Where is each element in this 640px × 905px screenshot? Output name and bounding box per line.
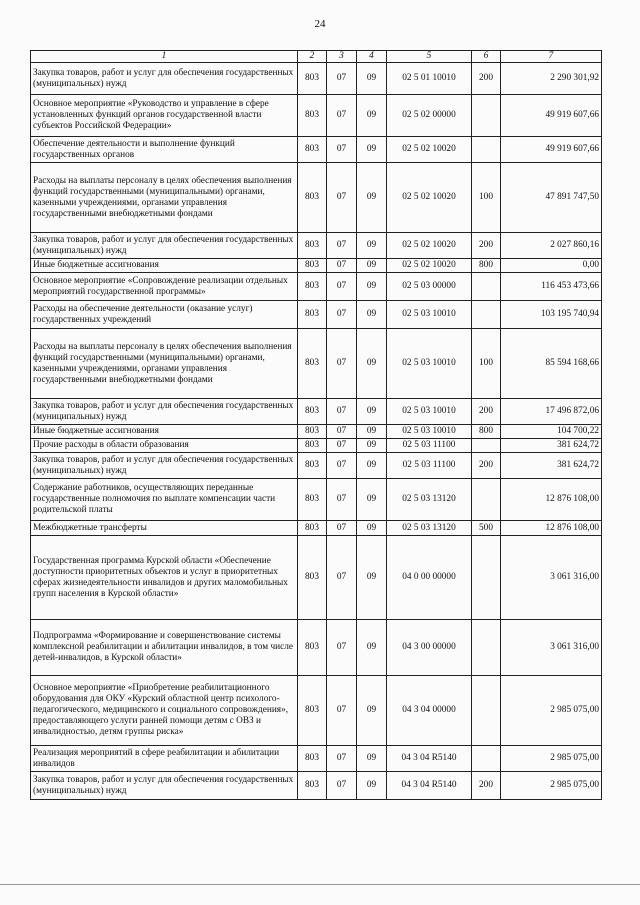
table-row [31, 329, 602, 399]
section-code: 07 [327, 137, 357, 163]
target-article-code: 02 5 02 00000 [387, 95, 472, 137]
section-code: 07 [327, 63, 357, 95]
section-code: 07 [327, 620, 357, 676]
expense-type-code [472, 479, 501, 521]
subsection-code: 09 [357, 676, 387, 746]
section-code: 07 [327, 521, 357, 536]
header-cell: 4 [357, 51, 387, 63]
chapter-code: 803 [298, 521, 327, 536]
subsection-code: 09 [357, 301, 387, 329]
target-article-code: 02 5 03 13120 [387, 479, 472, 521]
target-article-code: 04 3 04 R5140 [387, 746, 472, 772]
row-name: Реализация мероприятий в сфере реабилитации и абилитации инвалидов [31, 746, 298, 772]
target-article-code: 02 5 02 10020 [387, 137, 472, 163]
section-code: 07 [327, 399, 357, 425]
section-code: 07 [327, 676, 357, 746]
row-name: Основное мероприятие «Сопровождение реализации отдельных мероприятий государственной программы» [31, 273, 298, 301]
header-cell: 5 [387, 51, 472, 63]
section-code: 07 [327, 163, 357, 233]
chapter-code: 803 [298, 163, 327, 233]
subsection-code: 09 [357, 620, 387, 676]
subsection-code: 09 [357, 536, 387, 620]
section-code: 07 [327, 453, 357, 479]
subsection-code: 09 [357, 521, 387, 536]
chapter-code: 803 [298, 479, 327, 521]
section-code: 07 [327, 439, 357, 453]
table-row [31, 301, 602, 329]
header-cell: 2 [298, 51, 327, 63]
header-cell: 7 [501, 51, 602, 63]
chapter-code: 803 [298, 63, 327, 95]
chapter-code: 803 [298, 329, 327, 399]
expense-type-code [472, 137, 501, 163]
target-article-code: 02 5 02 10020 [387, 233, 472, 259]
chapter-code: 803 [298, 620, 327, 676]
row-name: Основное мероприятие «Руководство и управление в сфере установленных функций органов государственной власти субъектов Российской Федерации» [31, 95, 298, 137]
amount: 0,00 [501, 259, 602, 273]
table-row [31, 453, 602, 479]
amount: 2 985 075,00 [501, 676, 602, 746]
table-row [31, 479, 602, 521]
row-name: Закупка товаров, работ и услуг для обеспечения государственных (муниципальных) нужд [31, 453, 298, 479]
amount: 116 453 473,66 [501, 273, 602, 301]
amount: 17 496 872,06 [501, 399, 602, 425]
section-code: 07 [327, 233, 357, 259]
expense-type-code: 200 [472, 453, 501, 479]
section-code: 07 [327, 95, 357, 137]
target-article-code: 02 5 03 10010 [387, 329, 472, 399]
chapter-code: 803 [298, 425, 327, 439]
amount: 49 919 607,66 [501, 137, 602, 163]
table-row [31, 521, 602, 536]
expense-type-code [472, 746, 501, 772]
header-cell: 6 [472, 51, 501, 63]
expense-type-code [472, 536, 501, 620]
amount: 49 919 607,66 [501, 95, 602, 137]
section-code: 07 [327, 425, 357, 439]
amount: 2 985 075,00 [501, 772, 602, 800]
row-name: Иные бюджетные ассигнования [31, 259, 298, 273]
subsection-code: 09 [357, 273, 387, 301]
table-row [31, 439, 602, 453]
row-name: Закупка товаров, работ и услуг для обеспечения государственных (муниципальных) нужд [31, 233, 298, 259]
subsection-code: 09 [357, 329, 387, 399]
table-row [31, 273, 602, 301]
row-name: Расходы на обеспечение деятельности (оказание услуг) государственных учреждений [31, 301, 298, 329]
chapter-code: 803 [298, 233, 327, 259]
expense-type-code [472, 620, 501, 676]
table-row [31, 676, 602, 746]
table-body [31, 63, 602, 800]
budget-table [30, 50, 602, 800]
chapter-code: 803 [298, 676, 327, 746]
row-name: Расходы на выплаты персоналу в целях обеспечения выполнения функций государственными (муниципальными) органами, казенными учреждениями, органами управления государственными внебюджетными фондами [31, 329, 298, 399]
amount: 103 195 740,94 [501, 301, 602, 329]
row-name: Прочие расходы в области образования [31, 439, 298, 453]
chapter-code: 803 [298, 453, 327, 479]
amount: 104 700,22 [501, 425, 602, 439]
amount: 85 594 168,66 [501, 329, 602, 399]
expense-type-code [472, 301, 501, 329]
chapter-code: 803 [298, 301, 327, 329]
target-article-code: 02 5 03 11100 [387, 439, 472, 453]
subsection-code: 09 [357, 137, 387, 163]
table-row [31, 620, 602, 676]
row-name: Межбюджетные трансферты [31, 521, 298, 536]
target-article-code: 02 5 03 10010 [387, 399, 472, 425]
chapter-code: 803 [298, 259, 327, 273]
expense-type-code [472, 676, 501, 746]
row-name: Закупка товаров, работ и услуг для обеспечения государственных (муниципальных) нужд [31, 772, 298, 800]
amount: 12 876 108,00 [501, 479, 602, 521]
subsection-code: 09 [357, 259, 387, 273]
chapter-code: 803 [298, 439, 327, 453]
expense-type-code: 800 [472, 425, 501, 439]
expense-type-code [472, 95, 501, 137]
amount: 12 876 108,00 [501, 521, 602, 536]
header-cell: 1 [31, 51, 298, 63]
section-code: 07 [327, 329, 357, 399]
expense-type-code [472, 439, 501, 453]
row-name: Содержание работников, осуществляющих переданные государственные полномочия по выплате компенсации части родительской платы [31, 479, 298, 521]
table-row [31, 163, 602, 233]
target-article-code: 02 5 03 11100 [387, 453, 472, 479]
section-code: 07 [327, 301, 357, 329]
target-article-code: 04 3 04 R5140 [387, 772, 472, 800]
expense-type-code: 200 [472, 399, 501, 425]
table-row [31, 772, 602, 800]
target-article-code: 02 5 01 10010 [387, 63, 472, 95]
table-row [31, 63, 602, 95]
amount: 2 290 301,92 [501, 63, 602, 95]
section-code: 07 [327, 746, 357, 772]
table-row [31, 536, 602, 620]
subsection-code: 09 [357, 453, 387, 479]
section-code: 07 [327, 479, 357, 521]
target-article-code: 04 3 00 00000 [387, 620, 472, 676]
amount: 381 624,72 [501, 439, 602, 453]
expense-type-code: 800 [472, 259, 501, 273]
page-number: 24 [314, 18, 326, 30]
expense-type-code: 200 [472, 233, 501, 259]
subsection-code: 09 [357, 772, 387, 800]
target-article-code: 02 5 02 10020 [387, 259, 472, 273]
amount: 2 985 075,00 [501, 746, 602, 772]
table-row [31, 233, 602, 259]
target-article-code: 02 5 02 10020 [387, 163, 472, 233]
section-code: 07 [327, 772, 357, 800]
scan-edge-line [0, 884, 640, 885]
target-article-code: 02 5 03 13120 [387, 521, 472, 536]
section-code: 07 [327, 536, 357, 620]
chapter-code: 803 [298, 536, 327, 620]
target-article-code: 04 0 00 00000 [387, 536, 472, 620]
subsection-code: 09 [357, 163, 387, 233]
chapter-code: 803 [298, 137, 327, 163]
row-name: Расходы на выплаты персоналу в целях обеспечения выполнения функций государственными (муниципальными) органами, казенными учреждениями, органами управления государственными внебюджетными фондами [31, 163, 298, 233]
target-article-code: 02 5 03 00000 [387, 273, 472, 301]
subsection-code: 09 [357, 95, 387, 137]
header-row [31, 51, 602, 63]
chapter-code: 803 [298, 95, 327, 137]
expense-type-code: 100 [472, 329, 501, 399]
amount: 47 891 747,50 [501, 163, 602, 233]
table-row [31, 399, 602, 425]
target-article-code: 02 5 03 10010 [387, 301, 472, 329]
row-name: Государственная программа Курской области «Обеспечение доступности приоритетных объектов и услуг в приоритетных сферах жизнедеятельности инвалидов и других маломобильных групп населения в Курской области» [31, 536, 298, 620]
row-name: Закупка товаров, работ и услуг для обеспечения государственных (муниципальных) нужд [31, 399, 298, 425]
table-row [31, 746, 602, 772]
subsection-code: 09 [357, 425, 387, 439]
target-article-code: 02 5 03 10010 [387, 425, 472, 439]
subsection-code: 09 [357, 439, 387, 453]
subsection-code: 09 [357, 746, 387, 772]
subsection-code: 09 [357, 63, 387, 95]
amount: 381 624,72 [501, 453, 602, 479]
chapter-code: 803 [298, 399, 327, 425]
table-row [31, 95, 602, 137]
subsection-code: 09 [357, 233, 387, 259]
chapter-code: 803 [298, 772, 327, 800]
row-name: Закупка товаров, работ и услуг для обеспечения государственных (муниципальных) нужд [31, 63, 298, 95]
chapter-code: 803 [298, 746, 327, 772]
expense-type-code: 200 [472, 63, 501, 95]
row-name: Основное мероприятие «Приобретение реабилитационного оборудования для ОКУ «Курский областной центр психолого-педагогического, медицинского и социального сопровождения», предоставляющего услуги ранней помощи детям с ОВЗ и инвалидностью, детям группы риска» [31, 676, 298, 746]
target-article-code: 04 3 04 00000 [387, 676, 472, 746]
row-name: Обеспечение деятельности и выполнение функций государственных органов [31, 137, 298, 163]
chapter-code: 803 [298, 273, 327, 301]
amount: 2 027 860,16 [501, 233, 602, 259]
row-name: Подпрограмма «Формирование и совершенствование системы комплексной реабилитации и абилитации инвалидов, в том числе детей-инвалидов, в Курской области» [31, 620, 298, 676]
table-row [31, 259, 602, 273]
header-cell: 3 [327, 51, 357, 63]
section-code: 07 [327, 259, 357, 273]
row-name: Иные бюджетные ассигнования [31, 425, 298, 439]
amount: 3 061 316,00 [501, 536, 602, 620]
table-row [31, 137, 602, 163]
expense-type-code: 200 [472, 772, 501, 800]
expense-type-code: 100 [472, 163, 501, 233]
section-code: 07 [327, 273, 357, 301]
table-row [31, 425, 602, 439]
expense-type-code: 500 [472, 521, 501, 536]
expense-type-code [472, 273, 501, 301]
subsection-code: 09 [357, 399, 387, 425]
subsection-code: 09 [357, 479, 387, 521]
amount: 3 061 316,00 [501, 620, 602, 676]
